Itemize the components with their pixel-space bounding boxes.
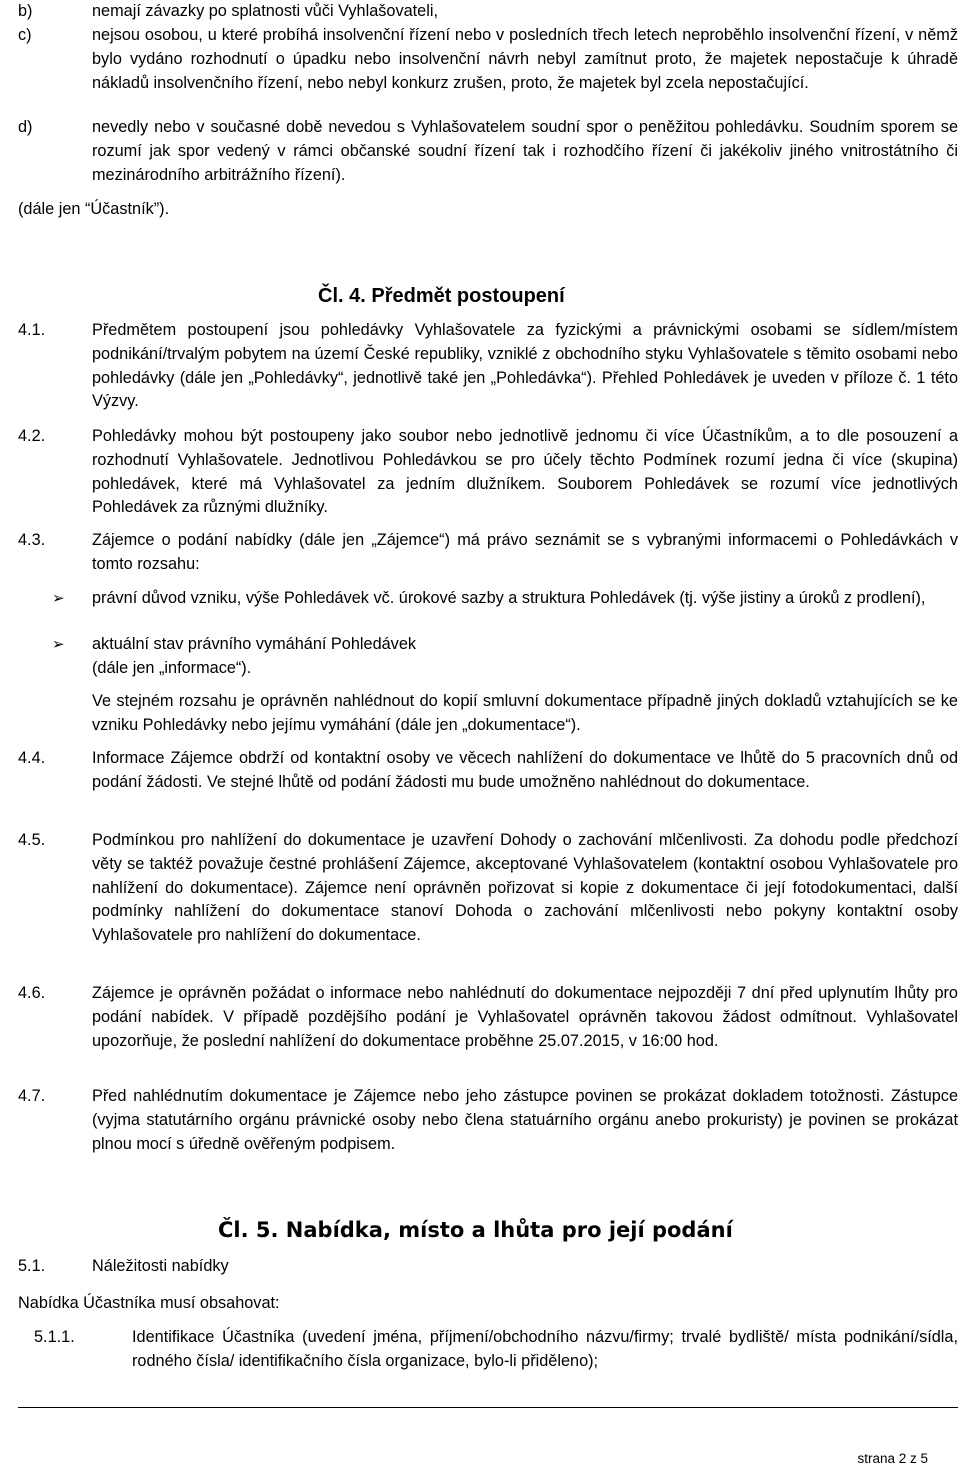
list-text: nevedly nebo v současné době nevedou s Vyhlašovatelem soudní spor o peněžitou pohledávku. Soudním sporem se rozumí jak spor vedený v rámci občanské soudní řízení tak i rozhodčího řízení či jakékoliv jiného vnitrostátního či mezinárodního arbitrážního řízení).: [92, 118, 958, 184]
paragraph-text: Ve stejném rozsahu je oprávněn nahlédnout do kopií smluvní dokumentace případně jiných dokladů vztahujících se ke vzniku Pohledávky nebo jejímu vymáhání (dále jen „dokumentace“).: [92, 692, 958, 734]
clause-text: Podmínkou pro nahlížení do dokumentace je uzavření Dohody o zachování mlčenlivosti. Za dohodu podle předchozí věty se taktéž považuje čestné prohlášení Zájemce, akceptované Vyhlašovatelem (kontaktní osobou Vyhlašovatele pro nahlížení do dokumentace). Zájemce není oprávněn pořizovat si kopie z dokumentace či její fotodokumentaci, další podmínky nahlížení do dokumentace stanoví Dohoda o zachování mlčenlivosti nebo pokyny kontaktní osoby Vyhlašovatele pro nahlížení do dokumentace.: [92, 831, 958, 945]
arrowhead-bullet-icon: ➢: [52, 636, 65, 653]
offer-intro: Nabídka Účastníka musí obsahovat:: [18, 1294, 280, 1312]
clause-number: 4.3.: [18, 531, 46, 549]
clause-text: Pohledávky mohou být postoupeny jako soubor nebo jednotlivě jednomu či více Účastníkům, a to dle posouzení a rozhodnutí Vyhlašovatele. Jednotlivou Pohledávkou se pro účely těchto Podmínek rozumí jedna či více (skupina) pohledávek, které má Vyhlašovatel za jedním dlužníkem. Souborem Pohledávek se rozumí více jednotlivých Pohledávek za různými dlužníky.: [92, 427, 958, 517]
clause-text: Před nahlédnutím dokumentace je Zájemce nebo jeho zástupce povinen se prokázat dokladem totožnosti. Zástupce (vyjma statutárního orgánu právnické osoby nebo člena statuárního orgánu anebo prokuristy) je povinen se prokázat plnou mocí s úředně ověřeným podpisem.: [92, 1087, 958, 1153]
clause-number: 4.5.: [18, 831, 46, 849]
section-5-title: Čl. 5. Nabídka, místo a lhůta pro její podání: [218, 1218, 733, 1242]
documentation-paragraph: [92, 690, 958, 738]
clause-text: Identifikace Účastníka (uvedení jména, příjmení/obchodního názvu/firmy; trvalé bydliště/ místa podnikání/sídla, rodného čísla/ identifikačního čísla organizace, bylo-li přiděleno);: [132, 1328, 958, 1370]
clause-number: 4.7.: [18, 1087, 46, 1105]
footer-divider: [18, 1407, 958, 1408]
list-item-c: [18, 24, 958, 119]
participant-definition: (dále jen “Účastník”).: [18, 200, 170, 218]
page-number: strana 2 z 5: [857, 1451, 928, 1466]
bullet-text: aktuální stav právního vymáhání Pohledávek: [92, 635, 417, 653]
list-text: nejsou osobou, u které probíhá insolvenční řízení nebo v posledních třech letech neproběhlo insolvenční řízení, v němž bylo vydáno rozhodnutí o úpadku nebo insolvenční návrh nebyl zamítnut proto, že majetek nepostačuje k úhradě nákladů insolvenčního řízení, nebo nebyl konkurz zrušen, proto, že majetek byl zcela nepostačující.: [92, 26, 958, 92]
clause-text: Zájemce je oprávněn požádat o informace nebo nahlédnutí do dokumentace nejpozději 7 dní před uplynutím lhůty pro podání nabídek. V případě pozdějšího podání je Vyhlašovatel oprávněn takovou žádost odmítnout. Vyhlašovatel upozorňuje, že poslední nahlížení do dokumentace proběhne 25.07.2015, v 16:00 hod.: [92, 984, 958, 1050]
list-label: d): [18, 118, 33, 136]
list-label: c): [18, 26, 32, 44]
clause-text: Informace Zájemce obdrží od kontaktní osoby ve věcech nahlížení do dokumentace ve lhůtě do 5 pracovních dnů od podání žádosti. Ve stejné lhůtě od podání žádosti mu bude umožněno nahlédnout do dokumentace.: [92, 749, 958, 791]
clause-number: 4.4.: [18, 749, 46, 767]
clause-text: Předmětem postoupení jsou pohledávky Vyhlašovatele za fyzickými a právnickými osobami se sídlem/místem podnikání/trvalým pobytem na území České republiky, vzniklé z obchodního styku Vyhlašovatele s těmito osobami nebo pohledávky (dále jen „Pohledávky“, jednotlivě také jen „Pohledávka“). Přehled Pohledávek je uveden v příloze č. 1 této Výzvy.: [92, 321, 958, 411]
subsection-title: Náležitosti nabídky: [92, 1257, 229, 1275]
clause-text: Zájemce o podání nabídky (dále jen „Zájemce“) má právo seznámit se s vybranými informacemi o Pohledávkách v tomto rozsahu:: [92, 531, 958, 573]
bullet-text: právní důvod vzniku, výše Pohledávek vč. úrokové sazby a struktura Pohledávek (tj. výše jistiny a úroků z prodlení),: [92, 589, 926, 607]
clause-number: 4.1.: [18, 321, 46, 339]
subsection-number: 5.1.: [18, 1257, 46, 1275]
section-4-title: Čl. 4. Předmět postoupení: [318, 285, 565, 307]
list-item-b: [18, 0, 958, 24]
clause-number: 4.6.: [18, 984, 46, 1002]
clause-number: 4.2.: [18, 427, 46, 445]
arrowhead-bullet-icon: ➢: [52, 590, 65, 607]
information-definition: (dále jen „informace“).: [92, 659, 252, 677]
list-text: nemají závazky po splatnosti vůči Vyhlašovateli,: [92, 2, 438, 20]
clause-number: 5.1.1.: [34, 1328, 75, 1346]
list-label: b): [18, 2, 33, 20]
list-item-d: [18, 116, 958, 188]
